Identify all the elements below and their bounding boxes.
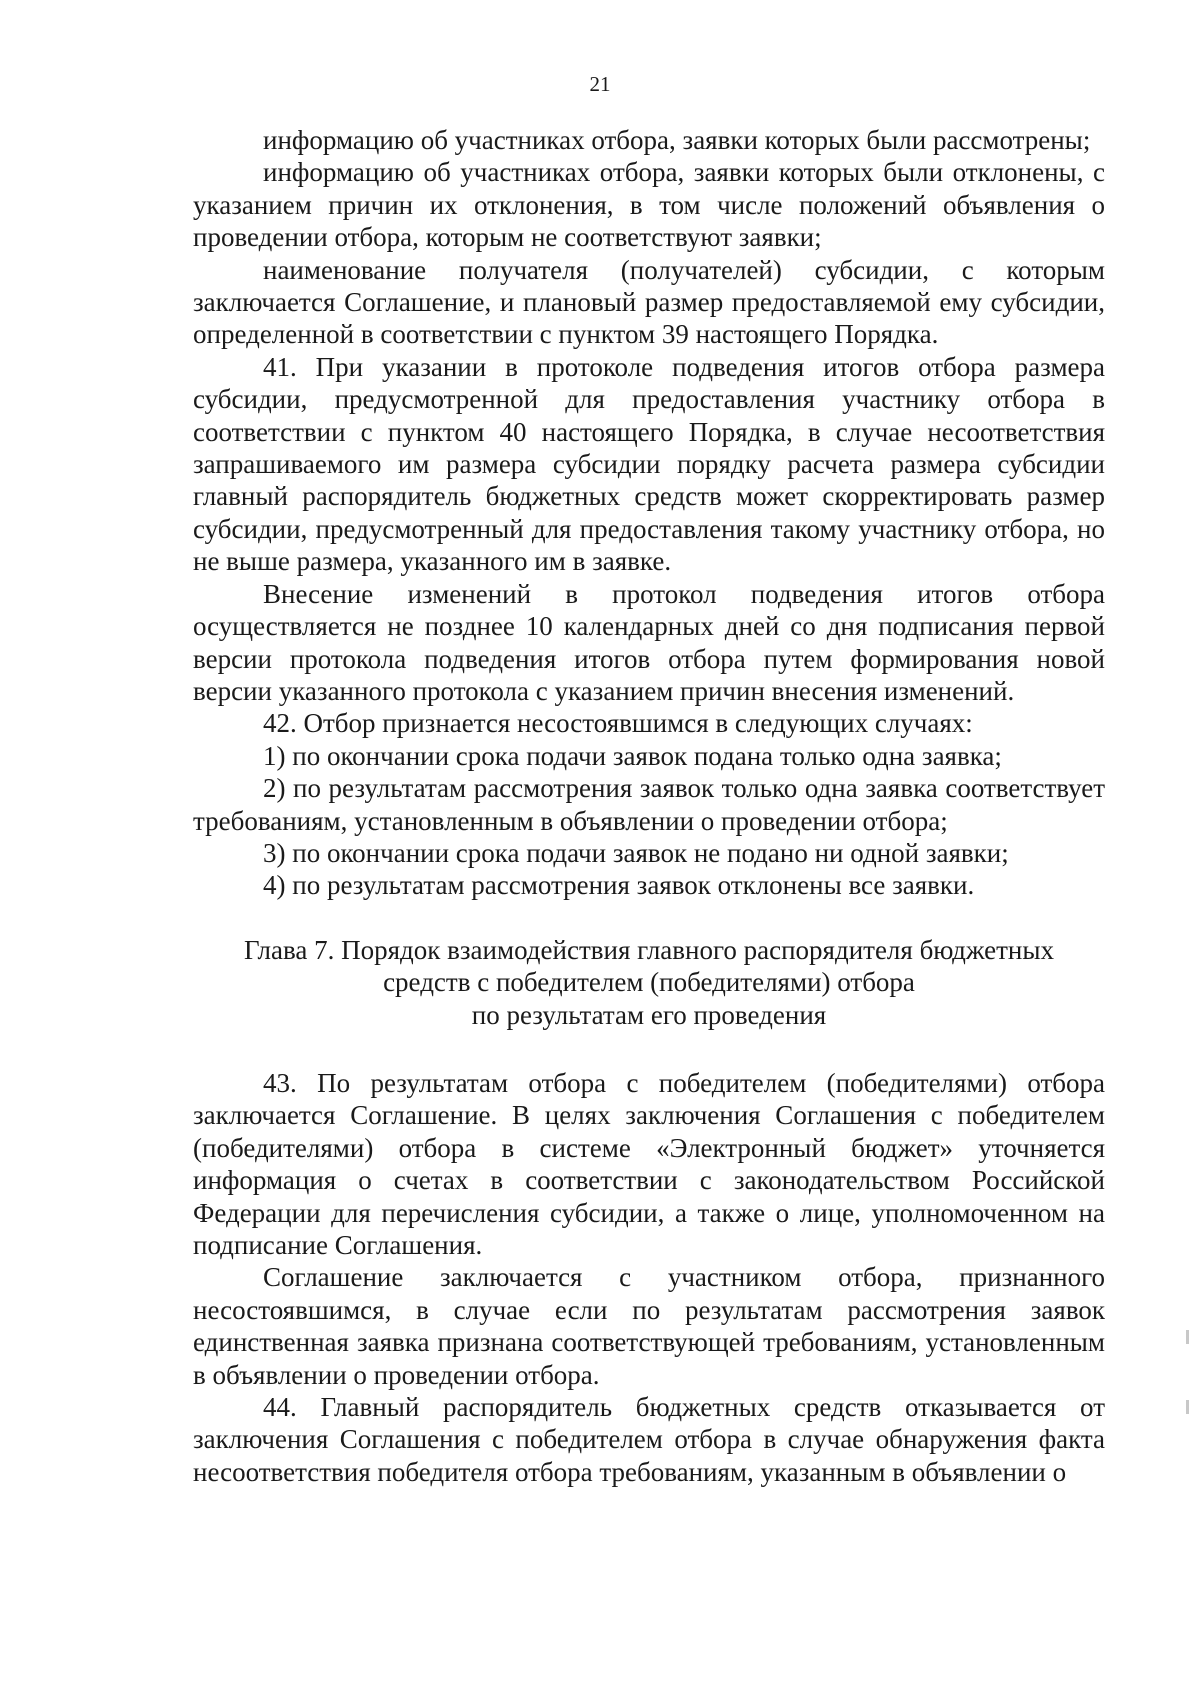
- paragraph-item-43: 43. По результатам отбора с победителем (победителями) отбора заключается Соглашение. В целях заключения Соглашения с победителем (победителями) отбора в системе «Электронный бюджет» уточняется информация о счетах в соответствии с законодательством Российской Федерации для перечисления субсидии, а также о лице, уполномоченном на подписание Соглашения.: [193, 1067, 1105, 1260]
- list-item: 3) по окончании срока подачи заявок не подано ни одной заявки;: [263, 837, 1009, 868]
- paragraph: Внесение изменений в протокол подведения итогов отбора осуществляется не позднее 10 календарных дней со дня подписания первой версии протокола подведения итогов отбора путем формирования новой версии указанного протокола с указанием причин внесения изменений.: [193, 578, 1105, 706]
- paragraph-item-44: 44. Главный распорядитель бюджетных средств отказывается от заключения Соглашения с победителем отбора в случае обнаружения факта несоответствия победителя отбора требованиям, указанным в объявлении о: [193, 1392, 1105, 1487]
- chapter-heading-line: Глава 7. Порядок взаимодействия главного распорядителя бюджетных: [243, 934, 1055, 965]
- chapter-heading-line: средств с победителем (победителями) отбора: [383, 967, 915, 998]
- list-item: 1) по окончании срока подачи заявок подана только одна заявка;: [263, 740, 1002, 771]
- scan-artifact: [1186, 1400, 1189, 1414]
- scan-artifact: [1186, 1330, 1189, 1344]
- paragraph: информацию об участниках отбора, заявки которых были рассмотрены;: [263, 125, 1091, 155]
- chapter-heading-line: по результатам его проведения: [471, 999, 827, 1030]
- document-body: [193, 124, 1105, 1488]
- page-number: 21: [589, 72, 611, 96]
- paragraph: Соглашение заключается с участником отбора, признанного несостоявшимся, в случае если по результатам рассмотрения заявок единственная заявка признана соответствующей требованиям, установленным в объявлении о проведении отбора.: [193, 1262, 1105, 1390]
- paragraph: информацию об участниках отбора, заявки которых были отклонены, с указанием причин их отклонения, в том числе положений объявления о проведении отбора, которым не соответствуют заявки;: [193, 157, 1105, 253]
- paragraph-item-42: 42. Отбор признается несостоявшимся в следующих случаях:: [263, 708, 973, 739]
- paragraph: наименование получателя (получателей) субсидии, с которым заключается Соглашение, и плановый размер предоставляемой ему субсидии, определенной в соответствии с пунктом 39 настоящего Порядка.: [193, 254, 1105, 350]
- paragraph-item-41: 41. При указании в протоколе подведения итогов отбора размера субсидии, предусмотренной для предоставления участнику отбора в соответствии с пунктом 40 настоящего Порядка, в случае несоответствия запрашиваемого им размера субсидии порядку расчета размера субсидии главный распорядитель бюджетных средств может скорректировать размер субсидии, предусмотренный для предоставления такому участнику отбора, но не выше размера, указанного им в заявке.: [193, 351, 1105, 577]
- list-item: 2) по результатам рассмотрения заявок только одна заявка соответствует требованиям, установленным в объявлении о проведении отбора;: [193, 773, 1105, 836]
- list-item: 4) по результатам рассмотрения заявок отклонены все заявки.: [263, 870, 975, 901]
- chapter-heading: [193, 934, 1105, 1031]
